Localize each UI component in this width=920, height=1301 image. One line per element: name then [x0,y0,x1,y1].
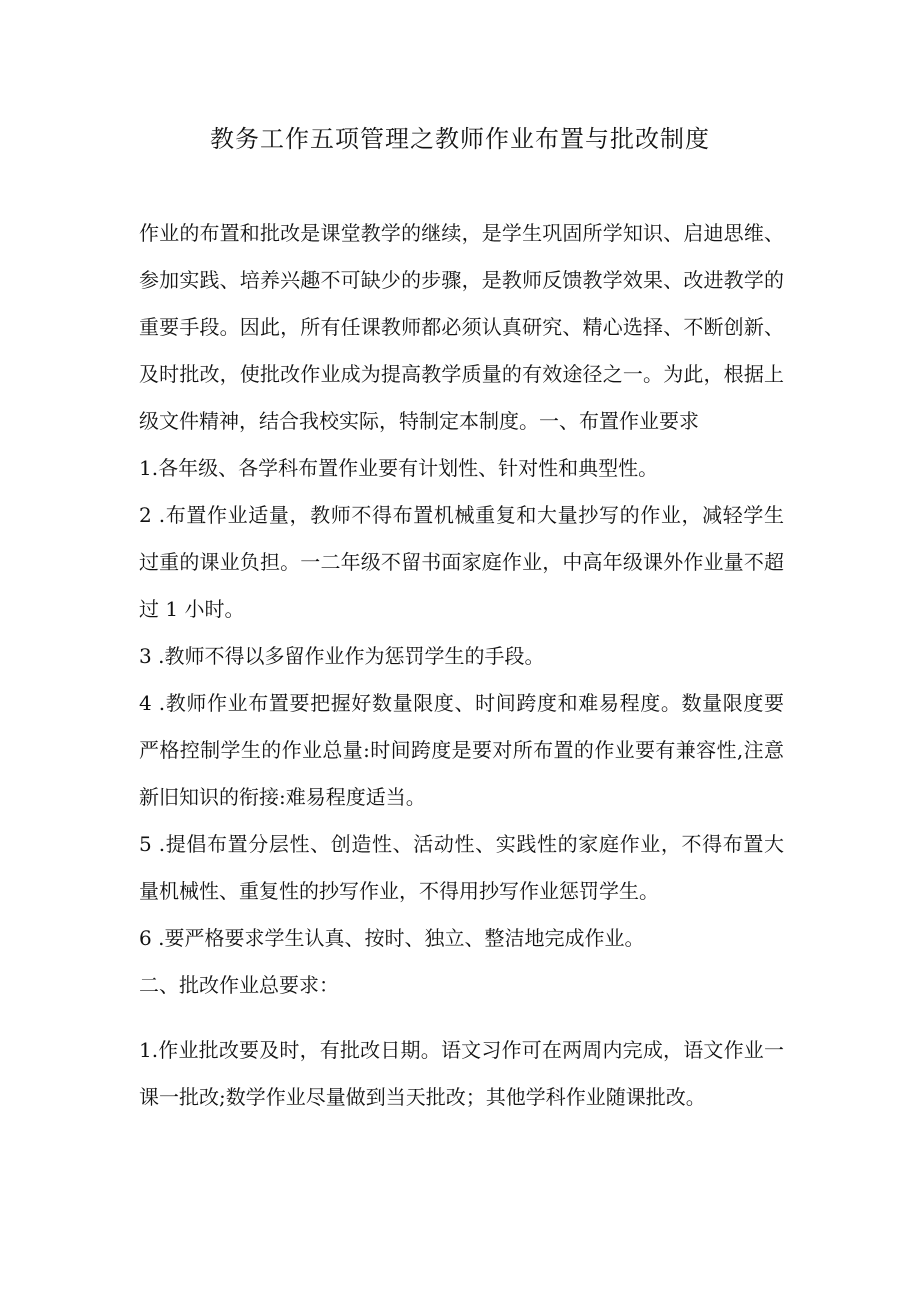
paragraph-item-2: 2 .布置作业适量，教师不得布置机械重复和大量抄写的作业，减轻学生过重的课业负担。一二年级不留书面家庭作业，中高年级课外作业量不超过 1 小时。 [139,503,784,621]
document-body [139,210,784,1121]
paragraph-intro: 作业的布置和批改是课堂教学的继续，是学生巩固所学知识、启迪思维、参加实践、培养兴趣不可缺少的步骤，是教师反馈教学效果、改进教学的重要手段。因此，所有任课教师都必须认真研究、精心选择、不断创新、及时批改，使批改作业成为提高教学质量的有效途径之一。为此，根据上级文件精神，结合我校实际，特制定本制度。一、布置作业要求 [139,221,784,433]
section-heading-2: 二、批改作业总要求： [139,973,339,997]
paragraph-item-3: 3 .教师不得以多留作业作为惩罚学生的手段。 [139,644,545,668]
paragraph-item-5: 5 .提倡布置分层性、创造性、活动性、实践性的家庭作业，不得布置大量机械性、重复性的抄写作业，不得用抄写作业惩罚学生。 [139,832,784,903]
paragraph-item-1: 1.各年级、各学科布置作业要有计划性、针对性和典型性。 [139,456,659,480]
paragraph-item-6: 6 .要严格要求学生认真、按时、独立、整洁地完成作业。 [139,926,645,950]
paragraph-correction-1: 1.作业批改要及时，有批改日期。语文习作可在两周内完成，语文作业一课一批改;数学作业尽量做到当天批改；其他学科作业随课批改。 [139,1038,784,1109]
document-title: 教务工作五项管理之教师作业布置与批改制度 [210,125,710,153]
paragraph-item-4: 4 .教师作业布置要把握好数量限度、时间跨度和难易程度。数量限度要严格控制学生的作业总量:时间跨度是要对所布置的作业要有兼容性,注意新旧知识的衔接:难易程度适当。 [139,691,784,809]
